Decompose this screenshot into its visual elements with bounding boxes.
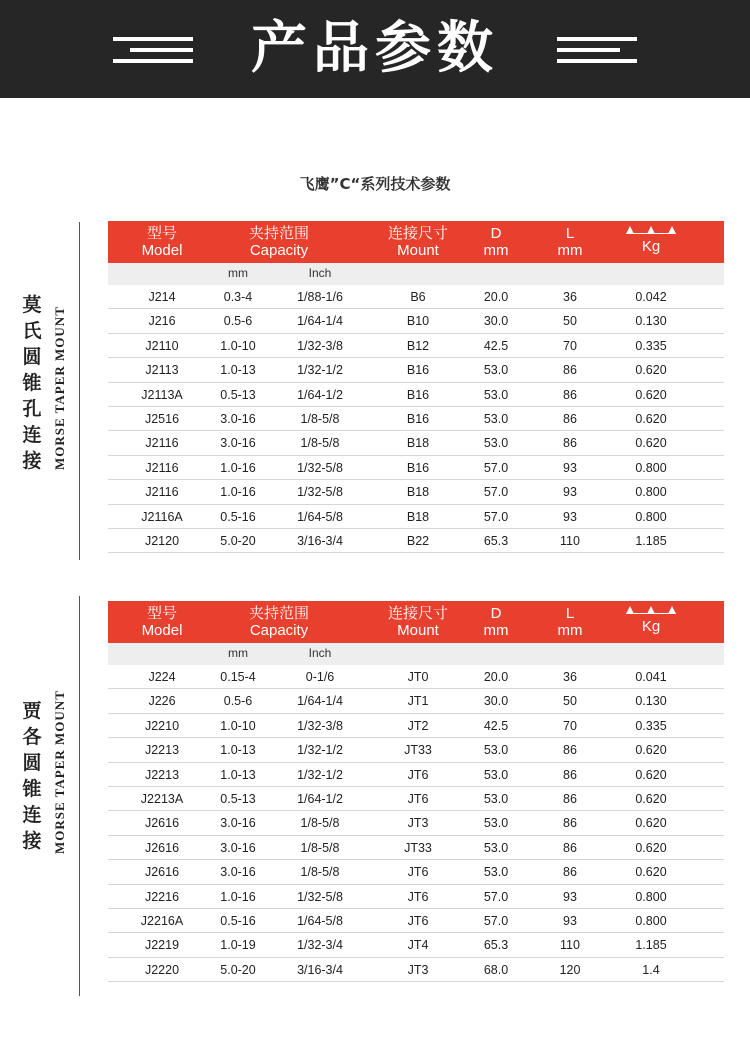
cell-model: J2213A xyxy=(140,791,184,806)
cell-d: 53.0 xyxy=(483,816,509,831)
column-header-capacity-cn: 夹持范围 xyxy=(248,225,309,242)
table-header xyxy=(108,601,724,643)
cell-capacity-mm: 1.0-19 xyxy=(220,938,256,953)
table-row xyxy=(108,958,724,982)
cell-capacity-mm: 1.0-16 xyxy=(220,460,256,475)
cell-l: 93 xyxy=(563,889,577,904)
cell-capacity-mm: 1.0-13 xyxy=(220,767,256,782)
cell-kg: 0.800 xyxy=(635,460,667,475)
cell-capacity-mm: 3.0-16 xyxy=(220,865,256,880)
column-header-d-cn: D xyxy=(490,605,502,622)
cell-mount: B18 xyxy=(406,436,430,451)
column-header-model xyxy=(107,605,217,639)
cell-mount: JT4 xyxy=(407,938,429,953)
cell-kg: 0.042 xyxy=(635,290,667,304)
cell-capacity-inch: 1/8-5/8 xyxy=(300,865,340,880)
table-row xyxy=(108,836,724,860)
cell-capacity-inch: 1/32-5/8 xyxy=(297,460,343,475)
column-header-capacity xyxy=(209,605,349,639)
cell-model: J2213 xyxy=(144,743,180,758)
cell-mount: JT6 xyxy=(407,791,429,806)
units-row xyxy=(108,263,724,285)
cell-mount: JT6 xyxy=(407,865,429,880)
cell-d: 57.0 xyxy=(483,460,509,475)
column-header-model-cn: 型号 xyxy=(146,605,177,622)
weight-icon xyxy=(626,226,676,236)
cell-l: 120 xyxy=(559,962,581,977)
cell-kg: 1.185 xyxy=(635,938,667,953)
cell-kg: 0.130 xyxy=(635,694,667,709)
cell-capacity-inch: 1/8-5/8 xyxy=(300,436,340,451)
column-header-model-en: Model xyxy=(141,242,183,259)
cell-mount: B18 xyxy=(406,509,430,524)
cell-kg: 0.800 xyxy=(635,509,667,524)
cell-mount: JT33 xyxy=(404,743,432,758)
cell-capacity-mm: 1.0-16 xyxy=(220,485,256,500)
cell-l: 93 xyxy=(563,460,577,475)
cell-mount: JT33 xyxy=(404,840,432,855)
series-subtitle: 飞鹰”C“系列技术参数 xyxy=(299,175,451,193)
cell-kg: 0.620 xyxy=(635,411,667,426)
cell-capacity-mm: 0.5-13 xyxy=(220,791,256,806)
cell-capacity-inch: 1/64-1/2 xyxy=(297,387,343,402)
section-1-side-label: 莫 氏 圆 锥 孔 连 接 xyxy=(22,294,42,472)
cell-kg: 0.620 xyxy=(635,767,667,782)
cell-d: 53.0 xyxy=(483,363,509,378)
column-header-l-cn: L xyxy=(565,605,575,622)
cell-capacity-mm: 0.15-4 xyxy=(220,670,256,684)
column-header-d xyxy=(466,225,526,259)
cell-model: J214 xyxy=(148,290,176,304)
cell-capacity-mm: 1.0-10 xyxy=(220,718,256,733)
cell-l: 36 xyxy=(563,670,577,684)
cell-mount: JT6 xyxy=(407,767,429,782)
cell-l: 86 xyxy=(563,816,577,831)
cell-mount: B10 xyxy=(406,314,430,329)
cell-capacity-inch: 1/64-1/2 xyxy=(297,791,343,806)
table-row xyxy=(108,811,724,835)
table-row xyxy=(108,860,724,884)
cell-d: 53.0 xyxy=(483,743,509,758)
cell-capacity-inch: 1/64-1/4 xyxy=(297,314,343,329)
cell-d: 57.0 xyxy=(483,889,509,904)
column-header-mount-cn: 连接尺寸 xyxy=(387,225,448,242)
cell-kg: 0.800 xyxy=(635,913,667,928)
cell-l: 36 xyxy=(563,290,577,304)
unit-mm: mm xyxy=(228,266,248,280)
cell-capacity-inch: 1/32-1/2 xyxy=(297,363,343,378)
cell-mount: B16 xyxy=(406,363,430,378)
cell-capacity-inch: 1/32-3/4 xyxy=(297,938,343,953)
cell-mount: B16 xyxy=(406,387,430,402)
cell-d: 53.0 xyxy=(483,411,509,426)
spec-table-1 xyxy=(108,221,724,553)
section-2-divider xyxy=(79,596,80,996)
column-header-model-en: Model xyxy=(141,622,183,639)
cell-d: 53.0 xyxy=(483,865,509,880)
cell-kg: 0.335 xyxy=(635,338,667,353)
cell-model: J2516 xyxy=(144,411,180,426)
unit-inch: Inch xyxy=(308,266,332,280)
cell-mount: JT3 xyxy=(407,816,429,831)
cell-l: 86 xyxy=(563,865,577,880)
cell-kg: 0.620 xyxy=(635,865,667,880)
table-row xyxy=(108,714,724,738)
cell-model: J2216 xyxy=(144,889,180,904)
cell-model: J2216A xyxy=(140,913,184,928)
column-header-capacity-en: Capacity xyxy=(249,622,309,639)
cell-d: 42.5 xyxy=(483,338,509,353)
section-2-side-label: 贾 各 圆 锥 连 接 xyxy=(22,700,42,852)
cell-l: 86 xyxy=(563,363,577,378)
column-header-d-cn: D xyxy=(490,225,502,242)
table-row xyxy=(108,383,724,407)
column-header-mount-cn: 连接尺寸 xyxy=(387,605,448,622)
table-row xyxy=(108,431,724,455)
cell-d: 65.3 xyxy=(483,533,509,548)
cell-l: 86 xyxy=(563,743,577,758)
cell-capacity-mm: 3.0-16 xyxy=(220,411,256,426)
cell-kg: 0.041 xyxy=(635,670,667,684)
cell-mount: B22 xyxy=(406,533,430,548)
cell-capacity-inch: 1/8-5/8 xyxy=(300,840,340,855)
column-header-model-cn: 型号 xyxy=(146,225,177,242)
cell-l: 93 xyxy=(563,913,577,928)
table-row xyxy=(108,407,724,431)
cell-model: J2616 xyxy=(144,816,180,831)
cell-mount: JT6 xyxy=(407,913,429,928)
cell-capacity-mm: 1.0-13 xyxy=(220,363,256,378)
section-2-side-label-en: MORSE TAPER MOUNT xyxy=(52,690,67,854)
table-row xyxy=(108,480,724,504)
cell-kg: 0.620 xyxy=(635,436,667,451)
cell-model: J2616 xyxy=(144,840,180,855)
cell-capacity-inch: 1/32-5/8 xyxy=(297,485,343,500)
table-row xyxy=(108,885,724,909)
cell-mount: JT6 xyxy=(407,889,429,904)
column-header-l-cn: L xyxy=(565,225,575,242)
column-header-d xyxy=(466,605,526,639)
cell-model: J2116 xyxy=(145,436,179,451)
cell-l: 110 xyxy=(560,533,580,548)
cell-d: 57.0 xyxy=(483,485,509,500)
column-header-capacity xyxy=(209,225,349,259)
cell-capacity-mm: 3.0-16 xyxy=(220,816,256,831)
column-header-l xyxy=(540,225,600,259)
column-header-mount xyxy=(368,605,468,639)
table-row xyxy=(108,529,724,553)
cell-model: J224 xyxy=(148,670,176,684)
cell-model: J2116A xyxy=(141,509,183,524)
cell-model: J2213 xyxy=(144,767,180,782)
cell-model: J2210 xyxy=(144,718,180,733)
cell-capacity-mm: 0.5-6 xyxy=(223,694,253,709)
cell-mount: JT2 xyxy=(407,718,429,733)
cell-capacity-inch: 3/16-3/4 xyxy=(297,962,343,977)
cell-capacity-inch: 1/32-1/2 xyxy=(297,767,343,782)
cell-kg: 0.130 xyxy=(635,314,667,329)
cell-mount: JT3 xyxy=(407,962,429,977)
cell-l: 93 xyxy=(563,509,577,524)
cell-mount: JT1 xyxy=(407,694,429,709)
column-header-l-en: mm xyxy=(557,622,583,639)
cell-d: 42.5 xyxy=(483,718,509,733)
cell-capacity-inch: 1/64-5/8 xyxy=(297,509,343,524)
table-row xyxy=(108,738,724,762)
cell-d: 68.0 xyxy=(483,962,509,977)
cell-capacity-inch: 1/32-3/8 xyxy=(297,338,343,353)
cell-l: 93 xyxy=(563,485,577,500)
table-row xyxy=(108,285,724,309)
cell-capacity-inch: 1/32-3/8 xyxy=(297,718,343,733)
cell-capacity-inch: 0-1/6 xyxy=(305,670,335,684)
cell-kg: 0.335 xyxy=(635,718,667,733)
cell-l: 50 xyxy=(563,314,577,329)
cell-model: J2616 xyxy=(144,865,180,880)
cell-model: J2110 xyxy=(145,338,179,353)
column-header-mount-en: Mount xyxy=(397,242,439,259)
cell-model: J2219 xyxy=(144,938,180,953)
column-header-mount-en: Mount xyxy=(397,622,439,639)
unit-inch: Inch xyxy=(308,646,332,660)
cell-model: J2116 xyxy=(145,460,179,475)
section-1-divider xyxy=(79,222,80,560)
cell-d: 53.0 xyxy=(483,791,509,806)
column-header-d-en: mm xyxy=(483,242,509,259)
cell-capacity-mm: 0.5-6 xyxy=(223,314,253,329)
cell-mount: B18 xyxy=(406,485,430,500)
cell-mount: JT0 xyxy=(407,670,429,684)
table-row xyxy=(108,309,724,333)
cell-l: 86 xyxy=(563,791,577,806)
page-title: 产品参数 xyxy=(251,16,499,81)
cell-model: J226 xyxy=(148,694,176,709)
table-row xyxy=(108,456,724,480)
header-banner xyxy=(0,0,750,98)
cell-capacity-mm: 0.3-4 xyxy=(223,290,253,304)
cell-d: 57.0 xyxy=(483,913,509,928)
column-header-kg: Kg xyxy=(641,238,661,255)
cell-l: 110 xyxy=(560,938,580,953)
cell-d: 30.0 xyxy=(483,314,509,329)
cell-mount: B12 xyxy=(406,338,430,353)
cell-l: 86 xyxy=(563,411,577,426)
table-row xyxy=(108,909,724,933)
table-row xyxy=(108,689,724,713)
cell-l: 86 xyxy=(563,767,577,782)
cell-kg: 0.800 xyxy=(635,485,667,500)
cell-capacity-inch: 1/64-1/4 xyxy=(297,694,343,709)
units-row xyxy=(108,643,724,665)
cell-model: J2120 xyxy=(144,533,180,548)
cell-d: 57.0 xyxy=(483,509,509,524)
cell-capacity-inch: 1/8-5/8 xyxy=(300,816,340,831)
cell-d: 20.0 xyxy=(483,290,509,304)
cell-kg: 0.620 xyxy=(635,387,667,402)
cell-d: 53.0 xyxy=(483,387,509,402)
cell-kg: 1.185 xyxy=(635,533,667,548)
unit-mm: mm xyxy=(228,646,248,660)
cell-d: 65.3 xyxy=(483,938,509,953)
cell-capacity-inch: 1/88-1/6 xyxy=(297,290,343,304)
cell-d: 53.0 xyxy=(483,767,509,782)
cell-mount: B6 xyxy=(410,290,426,304)
cell-capacity-mm: 1.0-10 xyxy=(220,338,256,353)
column-header-capacity-cn: 夹持范围 xyxy=(248,605,309,622)
cell-capacity-inch: 1/8-5/8 xyxy=(300,411,340,426)
cell-model: J2220 xyxy=(144,962,180,977)
cell-l: 70 xyxy=(563,338,577,353)
cell-kg: 0.620 xyxy=(635,791,667,806)
cell-l: 70 xyxy=(563,718,577,733)
table-row xyxy=(108,358,724,382)
cell-l: 86 xyxy=(563,840,577,855)
table-row xyxy=(108,933,724,957)
table-header xyxy=(108,221,724,263)
cell-capacity-mm: 0.5-16 xyxy=(220,913,256,928)
cell-d: 30.0 xyxy=(483,694,509,709)
cell-kg: 0.620 xyxy=(635,363,667,378)
cell-kg: 0.620 xyxy=(635,743,667,758)
table-row xyxy=(108,787,724,811)
cell-capacity-inch: 3/16-3/4 xyxy=(297,533,343,548)
cell-l: 86 xyxy=(563,387,577,402)
cell-capacity-inch: 1/32-1/2 xyxy=(297,743,343,758)
column-header-l xyxy=(540,605,600,639)
spec-table-2 xyxy=(108,601,724,982)
table-row xyxy=(108,505,724,529)
cell-capacity-mm: 1.0-13 xyxy=(220,743,256,758)
cell-capacity-mm: 5.0-20 xyxy=(220,533,256,548)
cell-mount: B16 xyxy=(406,411,430,426)
cell-kg: 0.620 xyxy=(635,816,667,831)
cell-model: J2116 xyxy=(145,485,179,500)
cell-mount: B16 xyxy=(406,460,430,475)
column-header-capacity-en: Capacity xyxy=(249,242,309,259)
cell-capacity-mm: 3.0-16 xyxy=(220,436,256,451)
cell-capacity-mm: 3.0-16 xyxy=(220,840,256,855)
section-1-side-label-en: MORSE TAPER MOUNT xyxy=(52,306,67,470)
cell-model: J2113A xyxy=(141,387,183,402)
cell-capacity-mm: 0.5-13 xyxy=(220,387,256,402)
cell-kg: 0.620 xyxy=(635,840,667,855)
cell-capacity-mm: 1.0-16 xyxy=(220,889,256,904)
cell-capacity-inch: 1/32-5/8 xyxy=(297,889,343,904)
cell-kg: 1.4 xyxy=(642,962,660,977)
cell-model: J2113 xyxy=(145,363,179,378)
cell-l: 86 xyxy=(563,436,577,451)
weight-icon xyxy=(626,606,676,616)
cell-model: J216 xyxy=(148,314,176,329)
cell-capacity-inch: 1/64-5/8 xyxy=(297,913,343,928)
cell-d: 53.0 xyxy=(483,840,509,855)
table-row xyxy=(108,334,724,358)
column-header-l-en: mm xyxy=(557,242,583,259)
cell-d: 20.0 xyxy=(483,670,509,684)
table-row xyxy=(108,665,724,689)
cell-d: 53.0 xyxy=(483,436,509,451)
cell-kg: 0.800 xyxy=(635,889,667,904)
table-row xyxy=(108,763,724,787)
cell-capacity-mm: 0.5-16 xyxy=(220,509,256,524)
column-header-d-en: mm xyxy=(483,622,509,639)
cell-l: 50 xyxy=(563,694,577,709)
column-header-mount xyxy=(368,225,468,259)
column-header-kg: Kg xyxy=(641,618,661,635)
cell-capacity-mm: 5.0-20 xyxy=(220,962,256,977)
column-header-model xyxy=(107,225,217,259)
